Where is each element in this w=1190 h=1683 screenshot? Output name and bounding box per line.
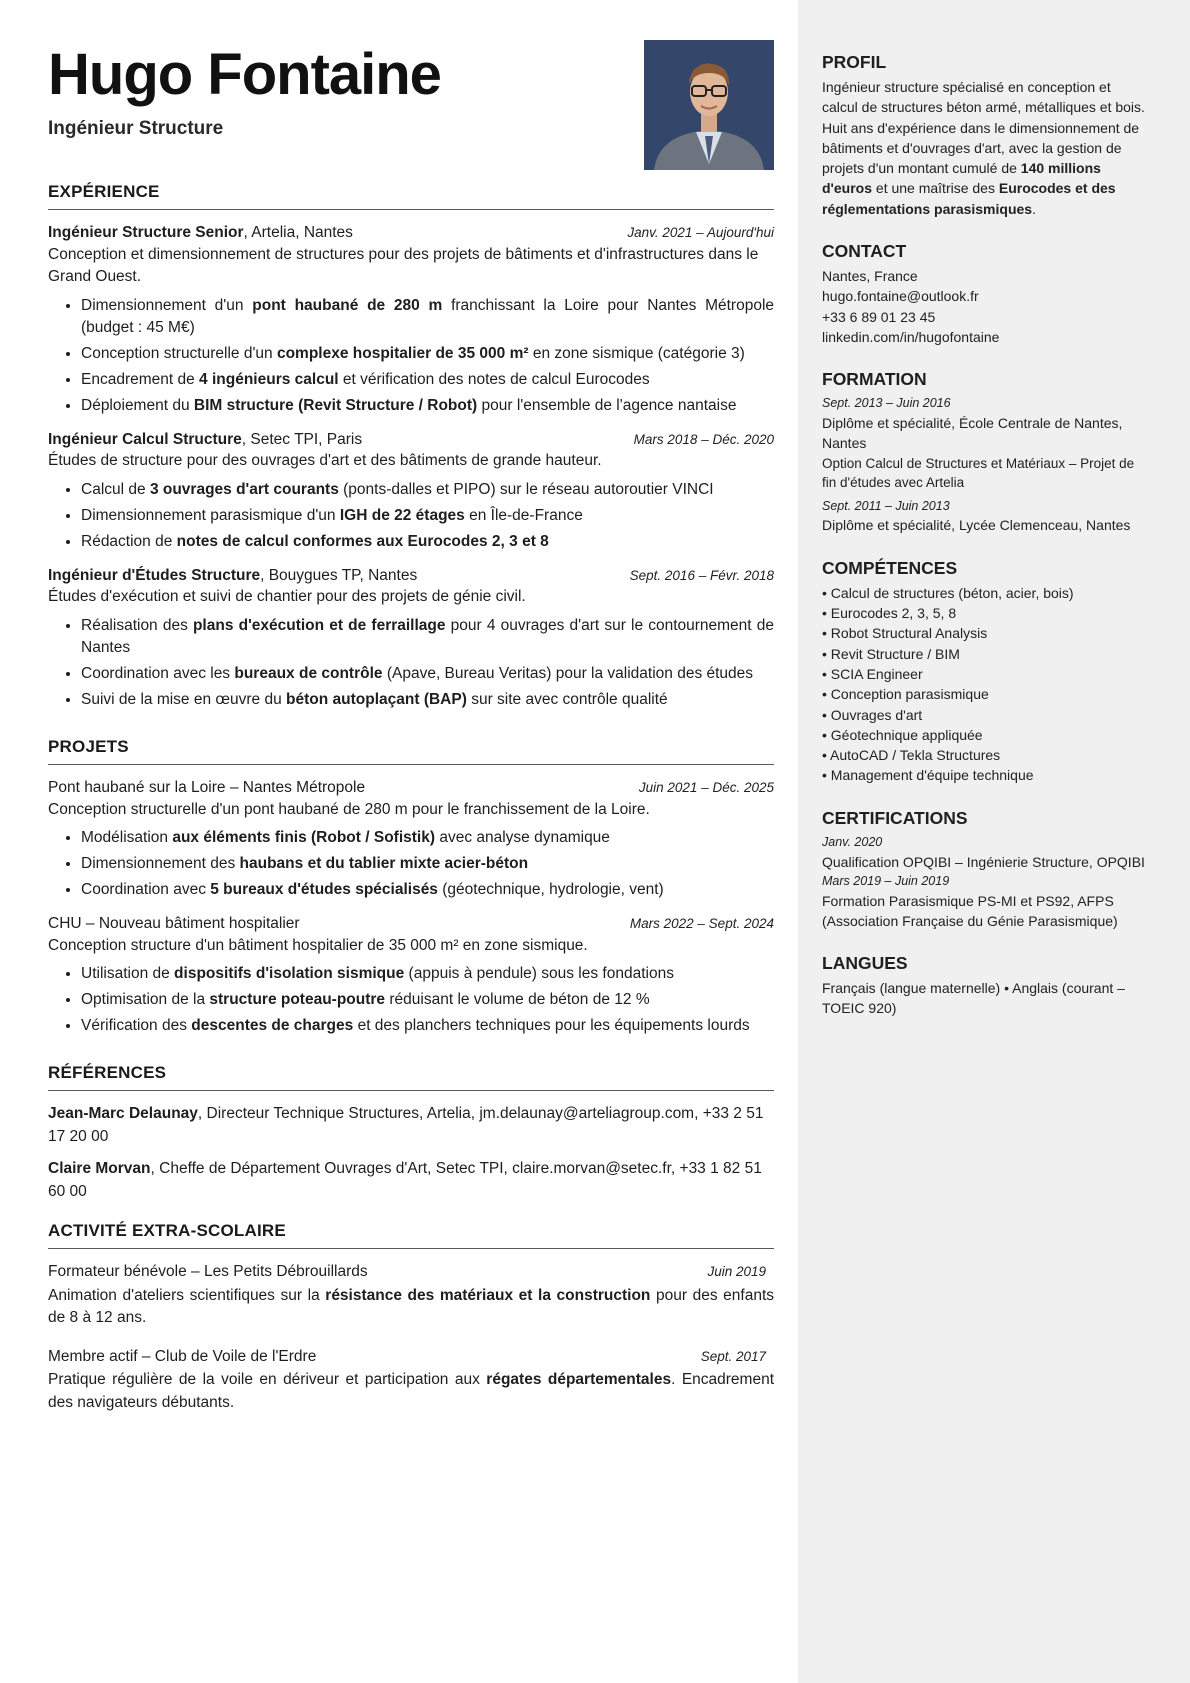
project-entry xyxy=(48,777,774,901)
projects-heading: PROJETS xyxy=(48,737,774,765)
contact-location: Nantes, France xyxy=(822,268,918,285)
contact-heading: CONTACT xyxy=(822,241,907,262)
job-entry xyxy=(48,429,774,553)
languages-text: Français (langue maternelle) • Anglais (courant – TOEIC 920) xyxy=(822,980,1125,1017)
bullet-item: • Déploiement du BIM structure (Revit Structure / Robot) pour l'ensemble de l'agence nantaise xyxy=(81,395,774,417)
bullet-item: • Optimisation de la structure poteau-poutre réduisant le volume de béton de 12 % xyxy=(81,989,774,1011)
profile-heading: PROFIL xyxy=(822,52,887,72)
project-summary: Conception structurelle d'un pont haubané de 280 m pour le franchissement de la Loire. xyxy=(48,800,650,818)
job-company: , Bouygues TP, Nantes xyxy=(260,566,418,584)
project-name: Pont haubané sur la Loire – Nantes Métropole xyxy=(48,778,366,796)
job-summary: Études de structure pour des ouvrages d'art et des bâtiments de grande hauteur. xyxy=(48,452,602,470)
job-summary: Conception et dimensionnement de structures pour des projets de bâtiments et d'infrastructures dans le Grand Ouest. xyxy=(48,245,759,286)
job-company: , Artelia, Nantes xyxy=(243,224,353,241)
education-heading: FORMATION xyxy=(822,369,927,390)
education-date: Sept. 2013 – Juin 2016 xyxy=(822,396,951,411)
job-role: Ingénieur Calcul Structure xyxy=(48,430,242,448)
project-date: Juin 2021 – Déc. 2025 xyxy=(638,779,774,795)
project-name: CHU – Nouveau bâtiment hospitalier xyxy=(48,915,300,933)
job-date: Mars 2018 – Déc. 2020 xyxy=(633,431,774,447)
activity-date: Sept. 2017 xyxy=(700,1348,766,1364)
bullet-item: • Coordination avec 5 bureaux d'études spécialisés (géotechnique, hydrologie, vent) xyxy=(81,879,774,901)
activity-name: Formateur bénévole – Les Petits Débrouillards xyxy=(48,1263,368,1281)
education-note: Option Calcul de Structures et Matériaux – Projet de fin d'études avec Artelia xyxy=(822,455,1135,491)
activity-date: Juin 2019 xyxy=(707,1264,766,1280)
contact-linkedin[interactable]: linkedin.com/in/hugofontaine xyxy=(822,328,1000,345)
activity-description: Pratique régulière de la voile en dériveur et participation aux régates départementales. Encadrement des navigateurs débutants. xyxy=(48,1371,775,1411)
certification-name: Formation Parasismique PS-MI et PS92, AFPS (Association Française du Génie Parasismique) xyxy=(822,892,1118,929)
job-summary: Études d'exécution et suivi de chantier pour des projets de génie civil. xyxy=(48,588,526,606)
job-role: Ingénieur d'Études Structure xyxy=(48,566,261,584)
reference-name: Claire Morvan xyxy=(48,1160,151,1178)
skill-item: • AutoCAD / Tekla Structures xyxy=(822,745,1147,765)
education-degree: Diplôme et spécialité, École Centrale de Nantes, Nantes xyxy=(822,415,1123,452)
skill-item: • SCIA Engineer xyxy=(822,664,1147,684)
project-entry xyxy=(48,913,774,1037)
references-heading: RÉFÉRENCES xyxy=(48,1063,774,1091)
bullet-item: • Calcul de 3 ouvrages d'art courants (ponts-dalles et PIPO) sur le réseau autoroutier VINCI xyxy=(81,479,774,501)
education-date: Sept. 2011 – Juin 2013 xyxy=(822,498,950,513)
bullet-item: • Conception structurelle d'un complexe hospitalier de 35 000 m² en zone sismique (catégorie 3) xyxy=(81,343,774,365)
bullet-item: • Modélisation aux éléments finis (Robot / Sofistik) avec analyse dynamique xyxy=(81,827,774,849)
reference-details: , Cheffe de Département Ouvrages d'Art, Setec TPI, claire.morvan@setec.fr, +33 1 82 51 60 00 xyxy=(48,1160,762,1200)
bullet-item: • Dimensionnement parasismique d'un IGH de 22 étages en Île-de-France xyxy=(81,505,774,527)
activities-heading: ACTIVITÉ EXTRA-SCOLAIRE xyxy=(48,1221,774,1249)
certification-date: Janv. 2020 xyxy=(822,834,883,849)
bullet-item: • Rédaction de notes de calcul conformes aux Eurocodes 2, 3 et 8 xyxy=(81,531,774,553)
bullet-item: • Encadrement de 4 ingénieurs calcul et vérification des notes de calcul Eurocodes xyxy=(81,369,774,391)
bullet-item: • Coordination avec les bureaux de contrôle (Apave, Bureau Veritas) pour la validation des études xyxy=(81,663,774,685)
skill-item: • Revit Structure / BIM xyxy=(822,644,1147,664)
skill-item: • Eurocodes 2, 3, 5, 8 xyxy=(822,603,1147,623)
reference-entry xyxy=(48,1158,774,1203)
reference-details: , Directeur Technique Structures, Artelia, jm.delaunay@arteliagroup.com, +33 2 51 17 20 00 xyxy=(48,1105,764,1145)
certification-name: Qualification OPQIBI – Ingénierie Structure, OPQIBI xyxy=(822,853,1145,870)
job-entry xyxy=(48,565,774,711)
job-date: Sept. 2016 – Févr. 2018 xyxy=(629,567,774,583)
activity-entry xyxy=(48,1346,774,1415)
project-date: Mars 2022 – Sept. 2024 xyxy=(629,916,774,932)
education-degree: Diplôme et spécialité, Lycée Clemenceau, Nantes xyxy=(822,517,1131,534)
bullet-item: • Réalisation des plans d'exécution et de ferraillage pour 4 ouvrages d'art sur le contournement de Nantes xyxy=(81,615,774,659)
bullet-item: • Vérification des descentes de charges et des planchers techniques pour les équipements lourds xyxy=(81,1015,774,1037)
skills-heading: COMPÉTENCES xyxy=(822,557,958,578)
skill-item: • Géotechnique appliquée xyxy=(822,725,1147,745)
contact-phone[interactable]: +33 6 89 01 23 45 xyxy=(822,308,936,325)
experience-heading: EXPÉRIENCE xyxy=(48,182,774,210)
job-company: , Setec TPI, Paris xyxy=(241,430,363,448)
bullet-item: • Suivi de la mise en œuvre du béton autoplaçant (BAP) sur site avec contrôle qualité xyxy=(81,689,774,711)
job-role: Ingénieur Structure Senior xyxy=(48,224,244,241)
reference-entry xyxy=(48,1103,774,1148)
job-date: Janv. 2021 – Aujourd'hui xyxy=(627,225,774,240)
project-summary: Conception structure d'un bâtiment hospitalier de 35 000 m² en zone sismique. xyxy=(48,936,588,954)
candidate-title: Ingénieur Structure xyxy=(48,118,224,139)
skill-item: • Management d'équipe technique xyxy=(822,765,1147,785)
skill-item: • Conception parasismique xyxy=(822,684,1147,704)
main-column xyxy=(48,40,774,1430)
bullet-item: • Utilisation de dispositifs d'isolation sismique (appuis à pendule) sous les fondations xyxy=(81,963,774,985)
contact-email[interactable]: hugo.fontaine@outlook.fr xyxy=(822,288,979,305)
skill-item: • Robot Structural Analysis xyxy=(822,623,1147,643)
skill-item: • Ouvrages d'art xyxy=(822,705,1147,725)
profile-text: Ingénieur structure spécialisé en conception et calcul de structures béton armé, métalliques et bois. Huit ans d'expérience dans le dimensionnement de bâtiments et d'ouvrages d'art, avec la gestion de projets d'un montant cumulé de 140 millions d'euros et une maîtrise des Eurocodes et des réglementations parasismiques. xyxy=(822,79,1145,217)
activity-entry xyxy=(48,1261,774,1330)
candidate-name: Hugo Fontaine xyxy=(48,42,441,107)
activity-name: Membre actif – Club de Voile de l'Erdre xyxy=(48,1347,317,1365)
skills-list xyxy=(822,583,1147,786)
certifications-heading: CERTIFICATIONS xyxy=(822,807,968,828)
skill-item: • Calcul de structures (béton, acier, bois) xyxy=(822,583,1147,603)
certification-date: Mars 2019 – Juin 2019 xyxy=(822,873,950,888)
languages-heading: LANGUES xyxy=(822,953,908,974)
job-entry xyxy=(48,222,774,417)
sidebar xyxy=(822,52,1147,1019)
activity-description: Animation d'ateliers scientifiques sur la résistance des matériaux et la construction pour des enfants de 8 à 12 ans. xyxy=(48,1286,775,1327)
reference-name: Jean-Marc Delaunay xyxy=(48,1105,198,1123)
bullet-item: • Dimensionnement d'un pont haubané de 280 m franchissant la Loire pour Nantes Métropole (budget : 45 M€) xyxy=(81,295,774,339)
bullet-item: • Dimensionnement des haubans et du tablier mixte acier-béton xyxy=(81,853,774,875)
